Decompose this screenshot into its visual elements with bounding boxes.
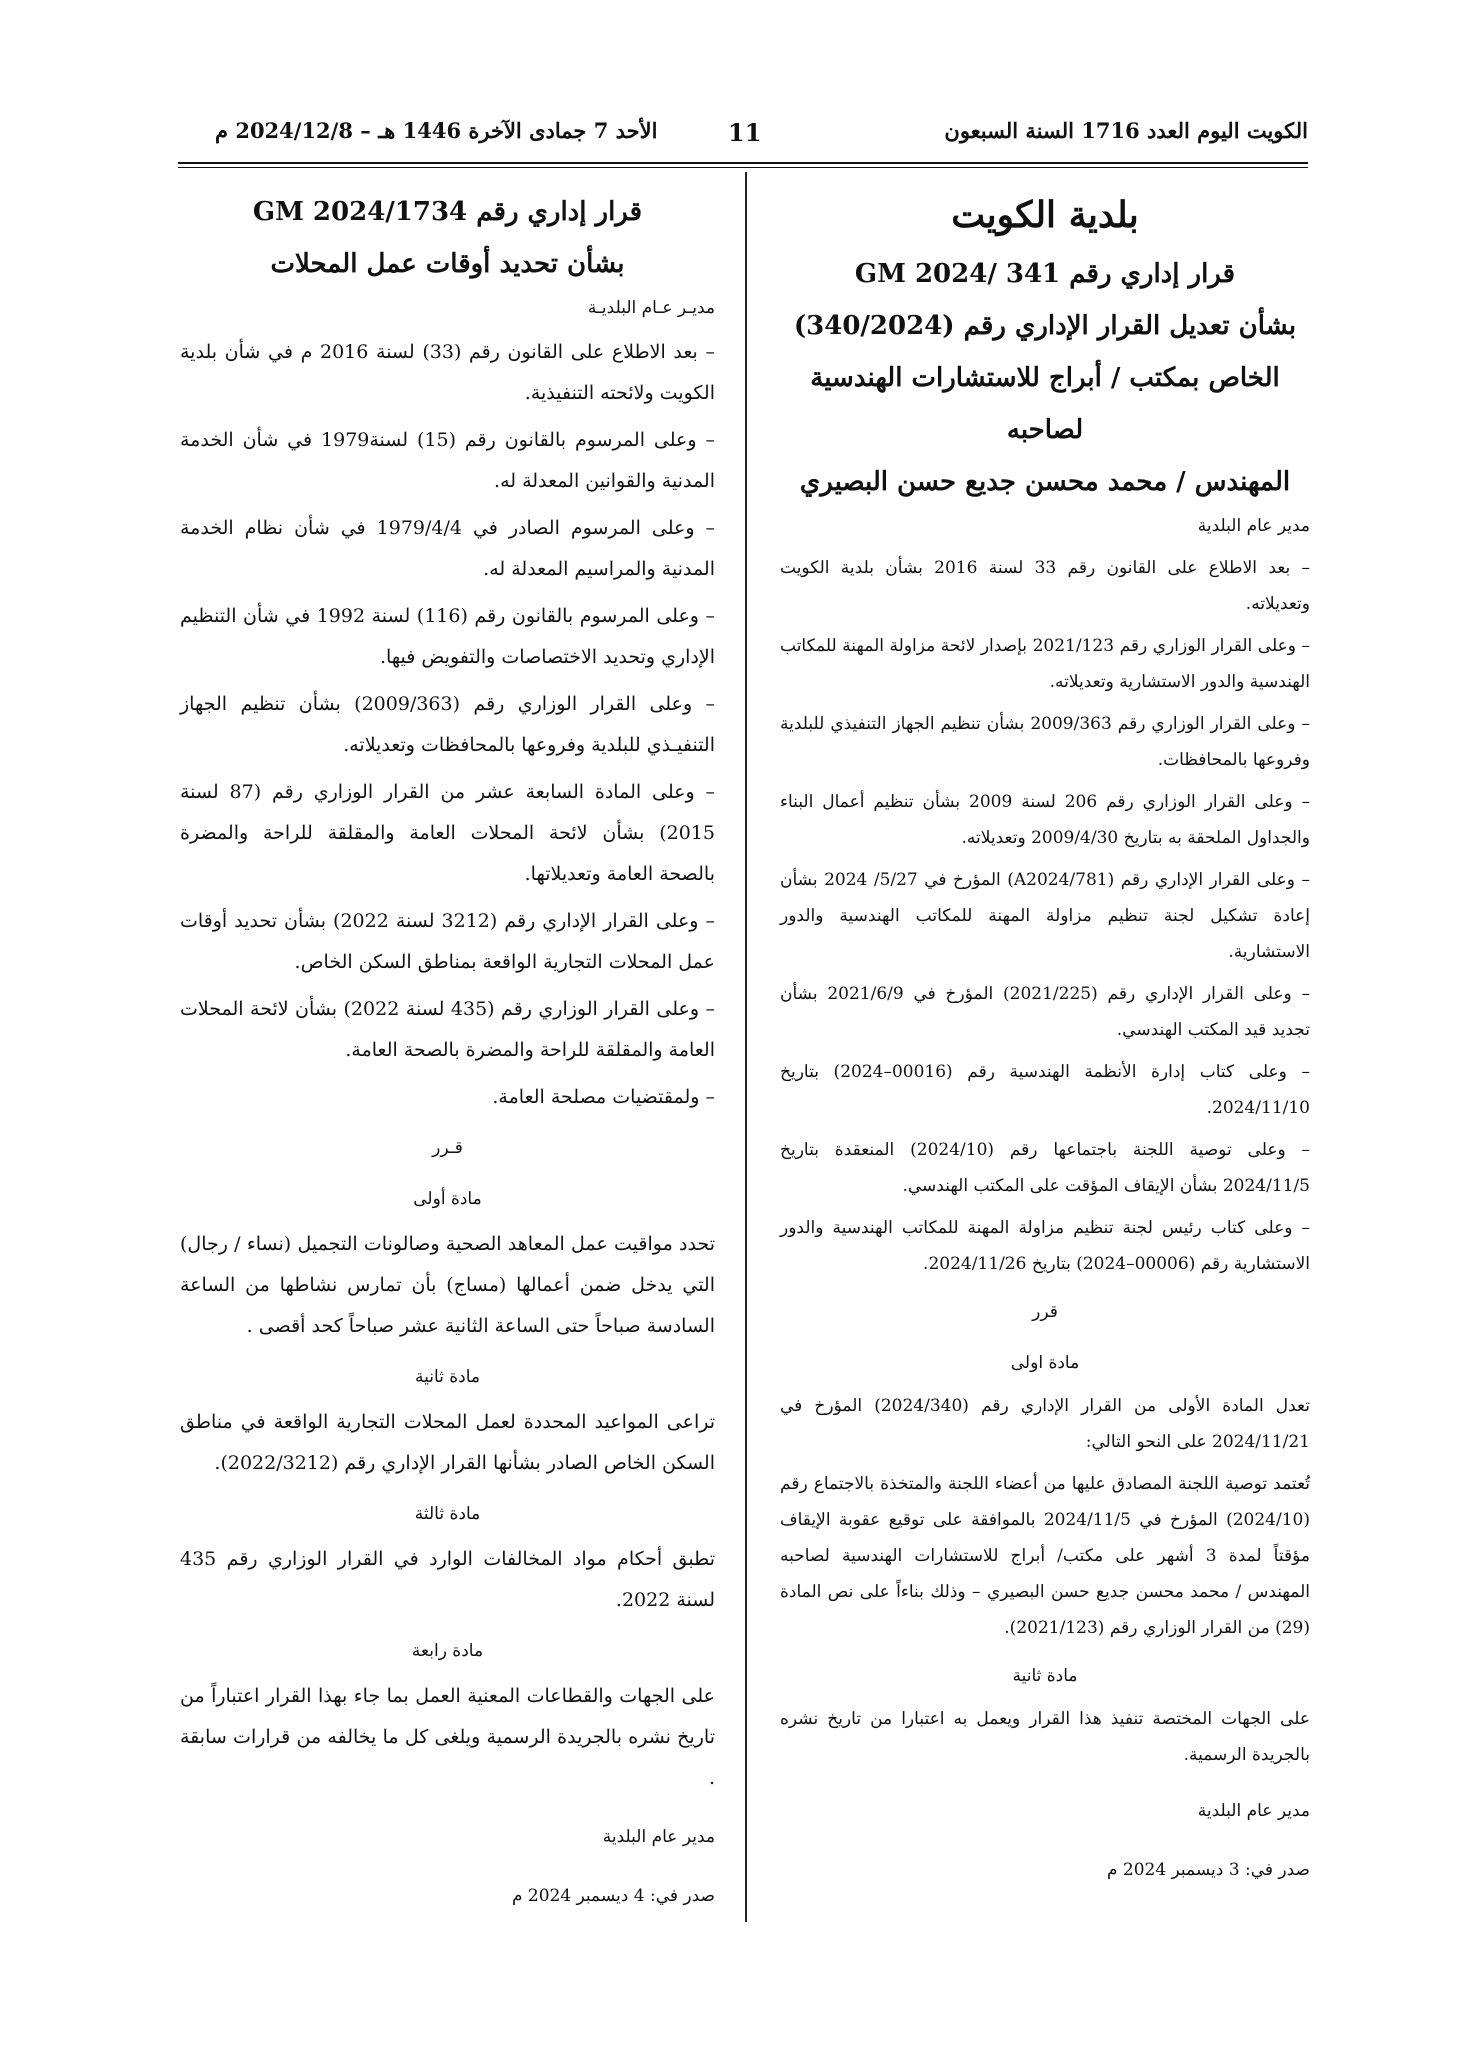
preamble-item: – ولمقتضيات مصلحة العامة.: [492, 1086, 715, 1108]
decided-heading: قـرر: [432, 1138, 463, 1158]
decision-title: قرار إداري رقم 341 /2024 GM: [854, 259, 1236, 289]
preamble-item: – بعد الاطلاع على القانون رقم (33) لسنة 2016 م في شأن بلدية الكويت ولائحته التنفيذية.: [180, 341, 716, 404]
preamble-item: – وعلى كتاب إدارة الأنظمة الهندسية رقم (00016–2024) بتاريخ 2024/11/10.: [780, 1062, 1310, 1118]
org-title: بلدية الكويت: [951, 194, 1139, 236]
article-1-text: تعدل المادة الأولى من القرار الإداري رقم (2024/340) المؤرخ في 2024/11/21 على النحو التالي:: [780, 1396, 1310, 1452]
decision-subtitle-line-3: المهندس / محمد محسن جديع حسن البصيري: [799, 467, 1291, 497]
preamble-item: – وعلى القرار الوزاري رقم 2009/363 بشأن تنظيم الجهاز التنفيذي للبلدية وفروعها بالمحافظات.: [780, 714, 1310, 770]
preamble-item: – وعلى القرار الإداري رقم (3212 لسنة 2022) بشأن تحديد أوقات عمل المحلات التجارية الواقعة بمناطق السكن الخاص.: [180, 910, 715, 973]
preamble-item: – وعلى القرار الوزاري رقم (2009/363) بشأن تنظيم الجهاز التنفيـذي للبلدية وفروعها بالمحافظات وتعديلاته.: [180, 693, 715, 756]
issuer-label: مدير عام البلدية: [1197, 516, 1310, 536]
page-number: 11: [728, 118, 762, 147]
preamble-item: – وعلى القرار الوزاري رقم 2021/123 بإصدار لائحة مزاولة المهنة للمكاتب الهندسية والدور الاستشارية وتعديلاته.: [780, 636, 1310, 692]
preamble-item: – وعلى المرسوم الصادر في 1979/4/4 في شأن نظام الخدمة المدنية والمراسيم المعدلة له.: [180, 517, 715, 580]
article-2-text: على الجهات المختصة تنفيذ هذا القرار ويعمل به اعتبارا من تاريخ نشره بالجريدة الرسمية.: [780, 1709, 1310, 1765]
article-1-text: تُعتمد توصية اللجنة المصادق عليها من أعضاء اللجنة والمتخذة بالاجتماع رقم (2024/10) المؤرخ في 2024/11/5 بالموافقة على توقيع عقوبة الإيقاف مؤقتاً لمدة 3 أشهر على مكتب/ أبراج للاستشارات الهندسية لصاحبه المهندس / محمد محسن جديع حسن البصيري – وذلك بناءاً على نص المادة (29) من القرار الوزاري رقم (2021/123).: [780, 1474, 1310, 1638]
decision-title: قرار إداري رقم GM 2024/1734: [252, 197, 643, 227]
issue-date: صدر في: 3 ديسمبر 2024 م: [1106, 1860, 1310, 1880]
decided-heading: قرر: [1032, 1302, 1058, 1322]
header-issue: الكويت اليوم العدد 1716 السنة السبعون: [944, 118, 1308, 143]
preamble-item: – وعلى المادة السابعة عشر من القرار الوزاري رقم (87 لسنة 2015) بشأن لائحة المحلات العامة والمقلقة للراحة والمضرة بالصحة العامة وتعديلاتها.: [180, 781, 715, 885]
article-4-heading: مادة رابعة: [411, 1641, 484, 1661]
article-2-text: تراعى المواعيد المحددة لعمل المحلات التجارية الواقعة في مناطق السكن الخاص الصادر بشأنها القرار الإداري رقم (2022/3212).: [180, 1411, 715, 1474]
signature: مدير عام البلدية: [602, 1827, 715, 1847]
issue-date: صدر في: 4 ديسمبر 2024 م: [511, 1886, 715, 1906]
header-date: الأحد 7 جمادى الآخرة 1446 هـ – 2024/12/8 م: [215, 118, 658, 143]
article-1-heading: مادة أولى: [413, 1189, 482, 1209]
article-3-heading: مادة ثالثة: [414, 1504, 481, 1524]
article-1-heading: مادة اولى: [1010, 1353, 1080, 1373]
preamble-item: – وعلى كتاب رئيس لجنة تنظيم مزاولة المهنة للمكاتب الهندسية والدور الاستشارية رقم (00006–2024) بتاريخ 2024/11/26.: [780, 1218, 1310, 1274]
article-1-text: تحدد مواقيت عمل المعاهد الصحية وصالونات التجميل (نساء / رجال) التي يدخل ضمن أعمالها (مساج) بأن تمارس نشاطها من الساعة السادسة صباحاً حتى الساعة الثانية عشر صباحاً كحد أقصى .: [180, 1233, 715, 1337]
preamble-item: – وعلى القرار الوزاري رقم (435 لسنة 2022) بشأن لائحة المحلات العامة والمقلقة للراحة والمضرة بالصحة العامة.: [180, 998, 715, 1061]
preamble-item: – وعلى المرسوم بالقانون رقم (116) لسنة 1992 في شأن التنظيم الإداري وتحديد الاختصاصات والتفويض فيها.: [180, 605, 715, 668]
decision-subtitle: بشأن تحديد أوقات عمل المحلات: [270, 249, 625, 279]
preamble-item: – وعلى القرار الإداري رقم (2021/225) المؤرخ في 2021/6/9 بشأن تجديد قيد المكتب الهندسي.: [780, 984, 1310, 1040]
signature: مدير عام البلدية: [1197, 1801, 1310, 1821]
header-rule-top: [178, 162, 1308, 164]
decision-subtitle-line-2: الخاص بمكتب / أبراج للاستشارات الهندسية لصاحبه: [810, 363, 1280, 445]
preamble-item: – وعلى القرار الوزاري رقم 206 لسنة 2009 بشأن تنظيم أعمال البناء والجداول الملحقة به بتاريخ 2009/4/30 وتعديلاته.: [780, 792, 1310, 848]
decision-341-column: [780, 186, 1310, 1897]
decision-1734-column: [180, 186, 715, 1923]
preamble-item: – وعلى القرار الإداري رقم (A2024/781) المؤرخ في 5/27/ 2024 بشأن إعادة تشكيل لجنة تنظيم مزاولة المهنة للمكاتب الهندسية والدور الاستشارية.: [780, 870, 1311, 962]
preamble-item: – وعلى توصية اللجنة باجتماعها رقم (2024/10) المنعقدة بتاريخ 2024/11/5 بشأن الإيقاف المؤقت على المكتب الهندسي.: [780, 1140, 1311, 1196]
issuer-label: مديـر عـام البلديـة: [587, 298, 715, 318]
article-4-text: على الجهات والقطاعات المعنية العمل بما جاء بهذا القرار اعتباراً من تاريخ نشره بالجريدة الرسمية ويلغى كل ما يخالفه من قرارات سابقة .: [180, 1685, 715, 1789]
article-2-heading: مادة ثانية: [1012, 1666, 1078, 1686]
preamble-item: – وعلى المرسوم بالقانون رقم (15) لسنة1979 في شأن الخدمة المدنية والقوانين المعدلة له.: [180, 429, 715, 492]
decision-subtitle-line-1: بشأن تعديل القرار الإداري رقم (340/2024): [793, 311, 1297, 341]
column-divider: [745, 172, 747, 1922]
article-2-heading: مادة ثانية: [414, 1367, 481, 1387]
preamble-item: – بعد الاطلاع على القانون رقم 33 لسنة 2016 بشأن بلدية الكويت وتعديلاته.: [780, 558, 1310, 614]
article-3-text: تطبق أحكام مواد المخالفات الوارد في القرار الوزاري رقم 435 لسنة 2022.: [180, 1548, 715, 1611]
header-rule-bottom: [178, 167, 1308, 168]
